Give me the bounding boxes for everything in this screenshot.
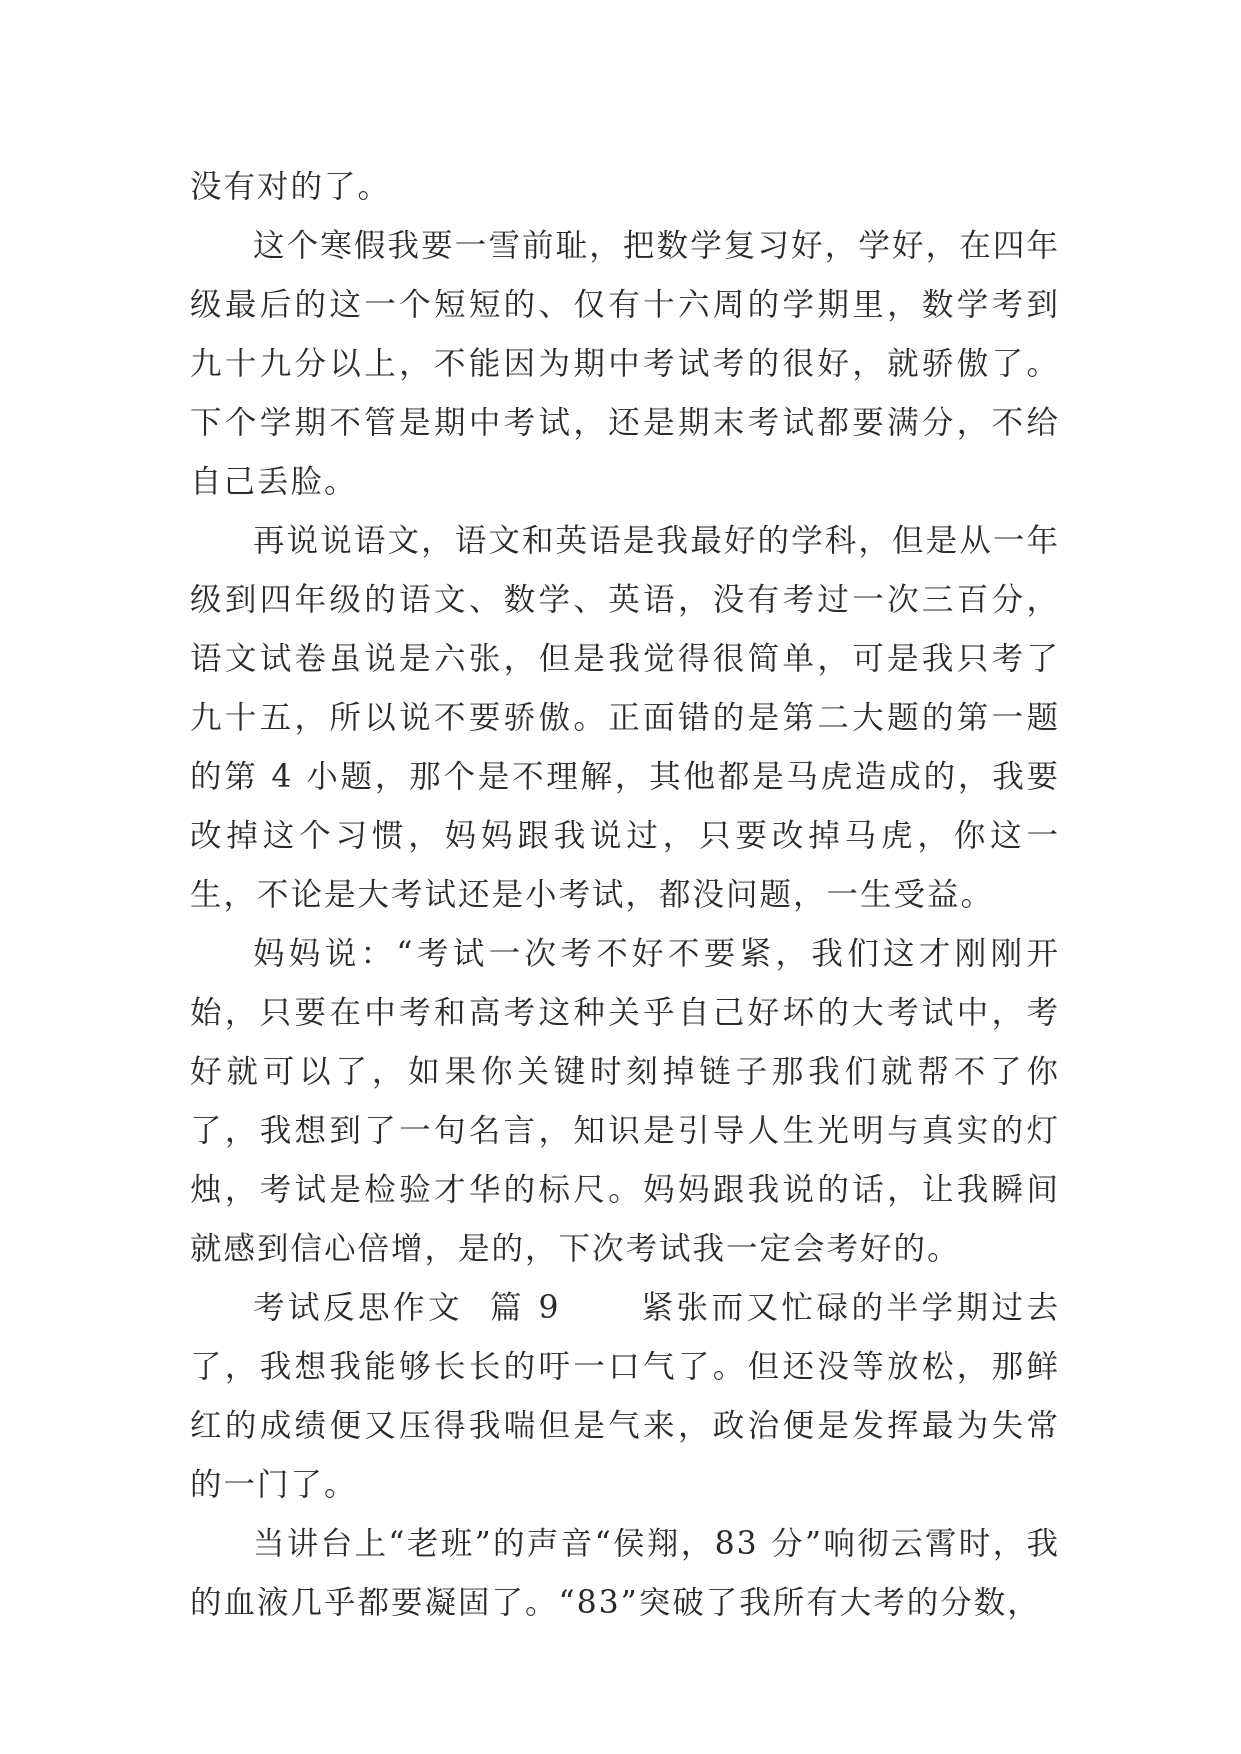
paragraph-3: 再说说语文，语文和英语是我最好的学科，但是从一年级到四年级的语文、数学、英语，没有考过一次三百分，语文试卷虽说是六张，但是我觉得很简单，可是我只考了九十五，所以说不要骄傲。正面错的是第二大题的第一题的第 4 小题，那个是不理解，其他都是马虎造成的，我要改掉这个习惯，妈妈跟我说过，只要改掉马虎，你这一生，不论是大考试还是小考试，都没问题，一生受益。 bbox=[190, 523, 1060, 913]
paragraph-2: 这个寒假我要一雪前耻，把数学复习好，学好，在四年级最后的这一个短短的、仅有十六周的学期里，数学考到九十九分以上，不能因为期中考试考的很好，就骄傲了。下个学期不管是期中考试，还是期末考试都要满分，不给自己丢脸。 bbox=[190, 228, 1060, 500]
paragraph-1: 没有对的了。 bbox=[190, 169, 392, 205]
paragraph-5: 考试反思作文 篇 9 紧张而又忙碌的半学期过去了，我想我能够长长的吁一口气了。但还没等放松，那鲜红的成绩便又压得我喘但是气来，政治便是发挥最为失常的一门了。 bbox=[190, 1290, 1060, 1503]
paragraph-4: 妈妈说：“考试一次考不好不要紧，我们这才刚刚开始，只要在中考和高考这种关乎自己好坏的大考试中，考好就可以了，如果你关键时刻掉链子那我们就帮不了你了，我想到了一句名言，知识是引导人生光明与真实的灯烛，考试是检验才华的标尺。妈妈跟我说的话，让我瞬间就感到信心倍增，是的，下次考试我一定会考好的。 bbox=[190, 936, 1060, 1267]
body-text bbox=[190, 158, 1060, 1633]
paragraph-6: 当讲台上“老班”的声音“侯翔，83 分”响彻云霄时，我的血液几乎都要凝固了。“83”突破了我所有大考的分数， bbox=[190, 1526, 1060, 1621]
